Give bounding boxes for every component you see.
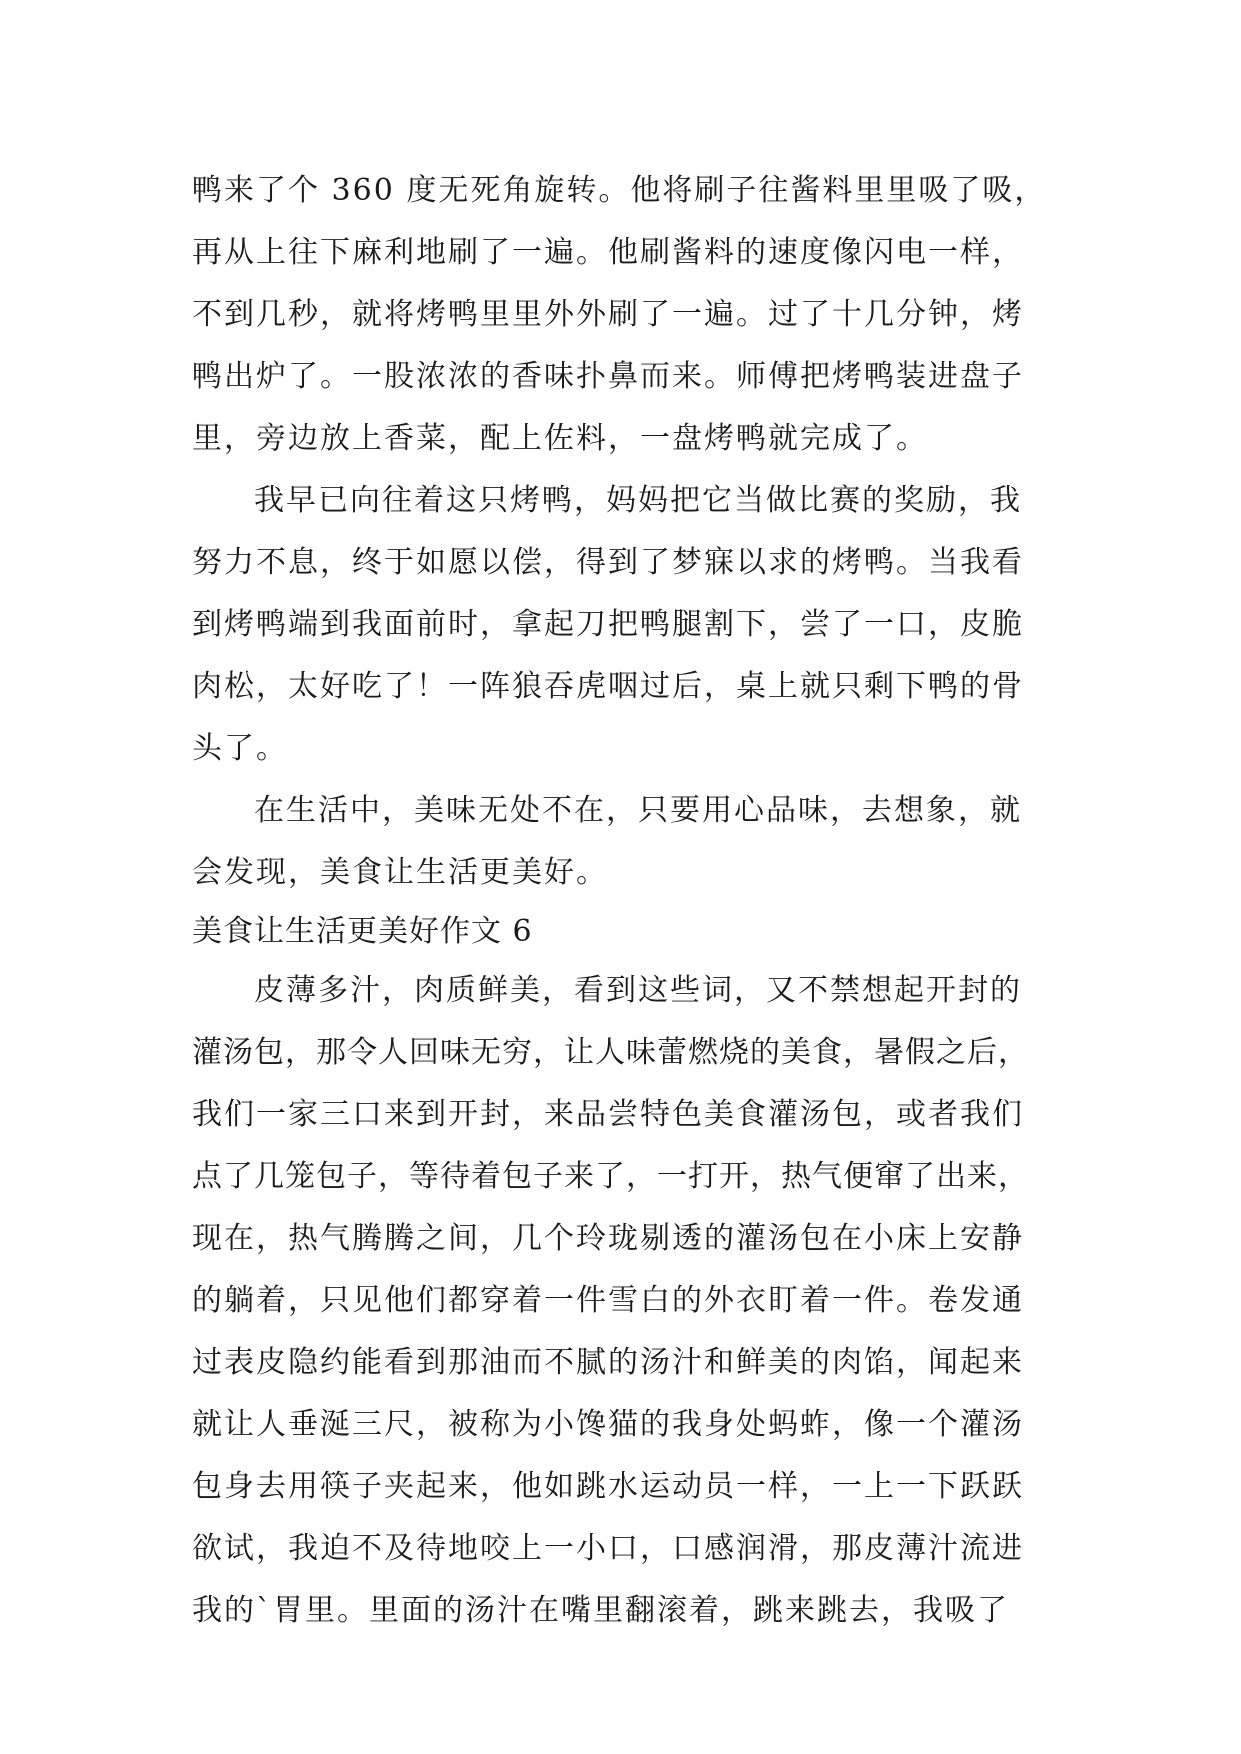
text-line: 不到几秒，就将烤鸭里里外外刷了一遍。过了十几分钟，烤: [192, 297, 1024, 332]
text-line: 肉松，太好吃了！一阵狼吞虎咽过后，桌上就只剩下鸭的骨: [192, 669, 1024, 704]
text-line: 努力不息，终于如愿以偿，得到了梦寐以求的烤鸭。当我看: [192, 545, 1024, 580]
text-line: 的躺着，只见他们都穿着一件雪白的外衣盯着一件。卷发通: [192, 1283, 1024, 1318]
text-line: 会发现，美食让生活更美好。: [192, 855, 608, 890]
text-line: 再从上往下麻利地刷了一遍。他刷酱料的速度像闪电一样，: [192, 235, 1024, 270]
paragraph-start-line: 皮薄多汁，肉质鲜美，看到这些词，又不禁想起开封的: [254, 973, 1022, 1008]
text-line: 鸭出炉了。一股浓浓的香味扑鼻而来。师傅把烤鸭装进盘子: [192, 359, 1024, 394]
text-line: 欲试，我迫不及待地咬上一小口，口感润滑，那皮薄汁流进: [192, 1531, 1024, 1566]
paragraph-start-line: 我早已向往着这只烤鸭，妈妈把它当做比赛的奖励，我: [254, 483, 1022, 518]
text-line: 我的`胃里。里面的汤汁在嘴里翻滚着，跳来跳去，我吸了: [192, 1593, 1009, 1628]
text-line: 里，旁边放上香菜，配上佐料，一盘烤鸭就完成了。: [192, 421, 928, 456]
text-line: 头了。: [192, 731, 288, 766]
text-line: 灌汤包，那令人回味无穷，让人味蕾燃烧的美食，暑假之后，: [192, 1035, 1029, 1070]
section-heading: 美食让生活更美好作文 6: [192, 914, 533, 949]
text-line: 过表皮隐约能看到那油而不腻的汤汁和鲜美的肉馅，闻起来: [192, 1345, 1024, 1380]
paragraph-start-line: 在生活中，美味无处不在，只要用心品味，去想象，就: [254, 793, 1022, 828]
text-line: 到烤鸭端到我面前时，拿起刀把鸭腿割下，尝了一口，皮脆: [192, 607, 1024, 642]
text-line: 包身去用筷子夹起来，他如跳水运动员一样，一上一下跃跃: [192, 1469, 1024, 1504]
text-line: 点了几笼包子，等待着包子来了，一打开，热气便窜了出来，: [192, 1159, 1029, 1194]
document-body: [192, 160, 1072, 1642]
text-line: 现在，热气腾腾之间，几个玲珑剔透的灌汤包在小床上安静: [192, 1221, 1024, 1256]
text-line: 就让人垂涎三尺，被称为小馋猫的我身处蚂蚱，像一个灌汤: [192, 1407, 1024, 1442]
text-line: 鸭来了个 360 度无死角旋转。他将刷子往酱料里里吸了吸，: [192, 173, 1047, 208]
text-line: 我们一家三口来到开封，来品尝特色美食灌汤包，或者我们: [192, 1097, 1024, 1132]
